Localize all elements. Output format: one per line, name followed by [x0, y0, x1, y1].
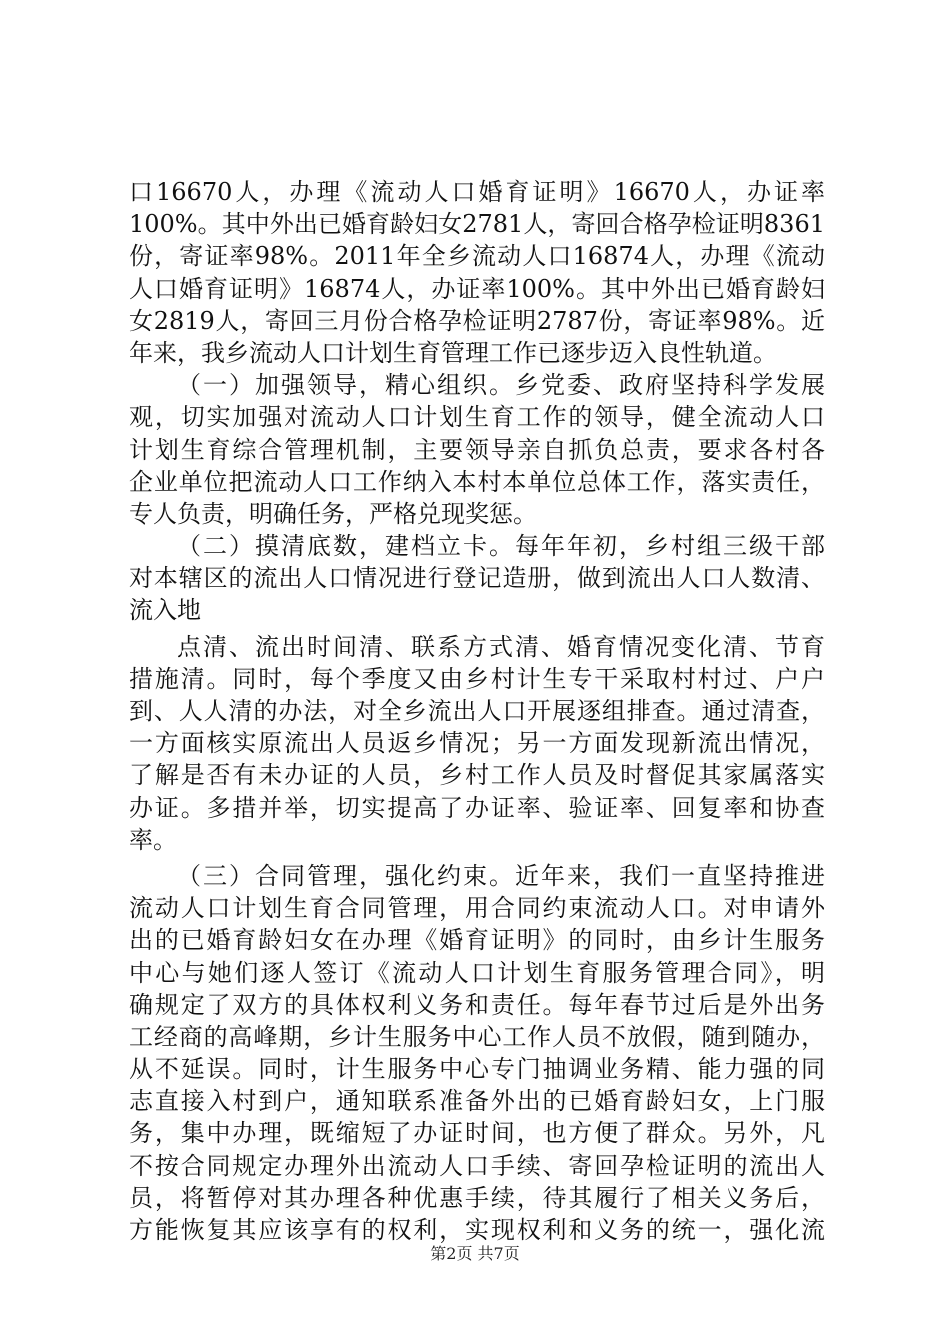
text-line: 女2819人，寄回三月份合格孕检证明2787份，寄证率98%。近	[129, 306, 825, 335]
document-body	[129, 176, 825, 1246]
text-line: 中心与她们逐人签订《流动人口计划生育服务管理合同》，明	[129, 958, 825, 987]
text-line: 一方面核实原流出人员返乡情况；另一方面发现新流出情况，	[129, 729, 825, 758]
text-line: 志直接入村到户，通知联系准备外出的已婚育龄妇女，上门服	[129, 1087, 825, 1116]
text-line: 100%。其中外出已婚育龄妇女2781人，寄回合格孕检证明8361	[129, 210, 825, 239]
text-line: 点清、流出时间清、联系方式清、婚育情况变化清、节育	[177, 632, 825, 661]
paragraph-3-heading-line: （三）合同管理，强化约束。近年来，我们一直坚持推进	[177, 861, 825, 890]
text-line: 流入地	[129, 596, 201, 625]
text-line: 确规定了双方的具体权利义务和责任。每年春节过后是外出务	[129, 990, 825, 1019]
text-line: 流动人口计划生育合同管理，用合同约束流动人口。对申请外	[129, 894, 825, 923]
text-line: 企业单位把流动人口工作纳入本村本单位总体工作，落实责任，	[129, 467, 825, 496]
text-line: 措施清。同时，每个季度又由乡村计生专干采取村村过、户户	[129, 664, 825, 693]
text-line: 了解是否有未办证的人员，乡村工作人员及时督促其家属落实	[129, 761, 825, 790]
text-line: 办证。多措并举，切实提高了办证率、验证率、回复率和协查	[129, 793, 825, 822]
text-line: 专人负责，明确任务，严格兑现奖惩。	[129, 499, 537, 528]
text-line: 份，寄证率98%。2011年全乡流动人口16874人，办理《流动	[129, 242, 825, 271]
text-line: 计划生育综合管理机制，主要领导亲自抓负总责，要求各村各	[129, 435, 825, 464]
text-line: 年来，我乡流动人口计划生育管理工作已逐步迈入良性轨道。	[129, 338, 777, 367]
text-line: 工经商的高峰期，乡计生服务中心工作人员不放假，随到随办，	[129, 1022, 825, 1051]
page-number-footer: 第2页 共7页	[430, 1244, 520, 1263]
paragraph-2-heading-line: （二）摸清底数，建档立卡。每年年初，乡村组三级干部	[177, 532, 825, 561]
text-line: 出的已婚育龄妇女在办理《婚育证明》的同时，由乡计生服务	[129, 926, 825, 955]
text-line: 员，将暂停对其办理各种优惠手续，待其履行了相关义务后，	[129, 1183, 825, 1212]
text-line: 观，切实加强对流动人口计划生育工作的领导，健全流动人口	[129, 403, 825, 432]
text-line: 方能恢复其应该享有的权利，实现权利和义务的统一，强化流	[129, 1216, 825, 1244]
text-line: 率。	[129, 825, 177, 854]
text-line: 不按合同规定办理外出流动人口手续、寄回孕检证明的流出人	[129, 1151, 825, 1180]
text-line: 务，集中办理，既缩短了办证时间，也方便了群众。另外，凡	[129, 1119, 825, 1148]
text-line: 到、人人清的办法，对全乡流出人口开展逐组排查。通过清查，	[129, 697, 825, 725]
text-line: 从不延误。同时，计生服务中心专门抽调业务精、能力强的同	[129, 1055, 825, 1084]
text-line: 对本辖区的流出人口情况进行登记造册，做到流出人口人数清、	[129, 564, 825, 593]
paragraph-1-heading-line: （一）加强领导，精心组织。乡党委、政府坚持科学发展	[177, 371, 825, 400]
text-line: 口16670人，办理《流动人口婚育证明》16670人，办证率	[129, 178, 825, 206]
text-line: 人口婚育证明》16874人，办证率100%。其中外出已婚育龄妇	[129, 274, 825, 303]
